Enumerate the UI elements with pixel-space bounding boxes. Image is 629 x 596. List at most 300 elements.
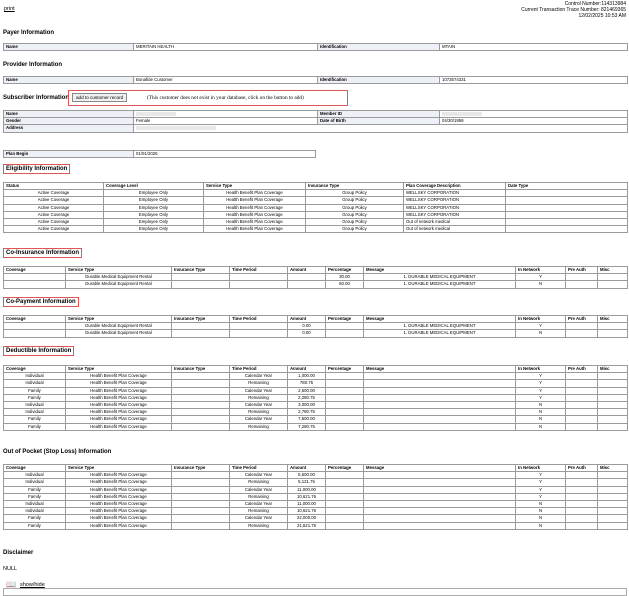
dob-value: 04/30/1959 <box>440 118 628 125</box>
cell-insurance-type <box>172 515 230 522</box>
member-id-value <box>440 111 628 118</box>
table-row <box>4 218 628 225</box>
cell-percentage <box>326 486 364 493</box>
cell-pre-auth <box>566 515 598 522</box>
cell-in-network: N <box>516 409 566 416</box>
col-header-misc: Misc <box>598 465 628 472</box>
cell-in-network: N <box>516 522 566 529</box>
cell-coverage: Individual <box>4 401 66 408</box>
col-header-in-network: In Network <box>516 366 566 373</box>
copayment-table <box>3 315 628 338</box>
table-row <box>4 197 628 204</box>
cell-coverage: Individual <box>4 479 66 486</box>
subscriber-name-value <box>134 111 318 118</box>
cell-time-period: Remaining <box>230 423 288 430</box>
table-row <box>4 493 628 500</box>
cell-message <box>364 401 516 408</box>
redacted-name <box>136 112 176 116</box>
cell-insurance-type <box>172 274 230 281</box>
cell-time-period: Calendar Year <box>230 500 288 507</box>
provider-title: Provider Information <box>3 62 63 68</box>
cell-misc <box>598 416 628 423</box>
cell-service-type: Health Benefit Plan Coverage <box>66 387 172 394</box>
col-header-misc: Misc <box>598 366 628 373</box>
cell-in-network: N <box>516 281 566 288</box>
disclaimer-title: Disclaimer <box>3 550 34 556</box>
cell-coverage <box>4 281 66 288</box>
cell-amount: 780.75 <box>288 380 326 387</box>
cell-pre-auth <box>566 486 598 493</box>
eligibility-header-row <box>4 183 628 190</box>
cell-message <box>364 500 516 507</box>
cell-amount: 5,500.00 <box>288 472 326 479</box>
table-row <box>4 190 628 197</box>
cell-insurance-type <box>172 508 230 515</box>
col-header-pre-auth: Pre Auth <box>566 316 598 323</box>
cell-plan-coverage-description: WELLSKY CORPORATION <box>404 197 506 204</box>
oop-title: Out of Pocket (Stop Loss) Information <box>3 449 112 455</box>
cell-insurance-type <box>172 500 230 507</box>
table-row <box>4 508 628 515</box>
cell-amount: 2,280.75 <box>288 394 326 401</box>
cell-coverage: Individual <box>4 373 66 380</box>
col-header-date-type: Date Type <box>506 183 628 190</box>
cell-insurance-type <box>172 423 230 430</box>
cell-in-network: N <box>516 423 566 430</box>
cell-insurance-type <box>172 472 230 479</box>
cell-in-network: Y <box>516 493 566 500</box>
cell-percentage <box>326 330 364 337</box>
cell-plan-coverage-description: WELLSKY CORPORATION <box>404 211 506 218</box>
cell-insurance-type <box>172 387 230 394</box>
member-id-label: Member ID <box>318 111 440 118</box>
coinsurance-body <box>4 274 628 288</box>
col-header-percentage: Percentage <box>326 465 364 472</box>
cell-service-type: Health Benefit Plan Coverage <box>66 380 172 387</box>
cell-time-period <box>230 330 288 337</box>
cell-coverage <box>4 323 66 330</box>
cell-time-period: Remaining <box>230 493 288 500</box>
col-header-service-type: Service Type <box>204 183 306 190</box>
cell-in-network: Y <box>516 323 566 330</box>
cell-misc <box>598 472 628 479</box>
col-header-service-type: Service Type <box>66 316 172 323</box>
trace-number: Current Transaction Trace Number: 821469365 <box>521 7 626 14</box>
cell-amount: 10,621.76 <box>288 493 326 500</box>
cell-message <box>364 486 516 493</box>
col-header-coverage: Coverage <box>4 465 66 472</box>
cell-pre-auth <box>566 281 598 288</box>
col-header-service-type: Service Type <box>66 465 172 472</box>
cell-time-period: Remaining <box>230 522 288 529</box>
cell-pre-auth <box>566 274 598 281</box>
cell-insurance-type: Group Policy <box>306 190 404 197</box>
cell-in-network: Y <box>516 394 566 401</box>
cell-insurance-type: Group Policy <box>306 226 404 233</box>
coinsurance-table <box>3 266 628 289</box>
cell-status: Active Coverage <box>4 226 104 233</box>
cell-message <box>364 423 516 430</box>
cell-message <box>364 416 516 423</box>
cell-insurance-type: Group Policy <box>306 197 404 204</box>
cell-in-network: Y <box>516 479 566 486</box>
col-header-time-period: Time Period <box>230 366 288 373</box>
cell-message <box>364 472 516 479</box>
cell-in-network: N <box>516 500 566 507</box>
cell-service-type: Health Benefit Plan Coverage <box>204 197 306 204</box>
provider-id-label: Identification <box>318 77 440 84</box>
copayment-body <box>4 323 628 337</box>
cell-service-type: Health Benefit Plan Coverage <box>204 226 306 233</box>
table-row <box>4 204 628 211</box>
cell-service-type: Health Benefit Plan Coverage <box>66 401 172 408</box>
table-row <box>4 423 628 430</box>
cell-misc <box>598 274 628 281</box>
cell-pre-auth <box>566 373 598 380</box>
col-header-amount: Amount <box>288 465 326 472</box>
cell-time-period <box>230 323 288 330</box>
col-header-insurance-type: Insurance Type <box>172 366 230 373</box>
cell-percentage <box>326 472 364 479</box>
cell-message <box>364 387 516 394</box>
cell-amount: 22,000.00 <box>288 515 326 522</box>
cell-message <box>364 515 516 522</box>
cell-coverage: Family <box>4 423 66 430</box>
table-row <box>4 401 628 408</box>
cell-percentage: 30.00 <box>326 274 364 281</box>
cell-pre-auth <box>566 423 598 430</box>
cell-coverage: Individual <box>4 409 66 416</box>
cell-message <box>364 409 516 416</box>
cell-service-type: Health Benefit Plan Coverage <box>204 211 306 218</box>
deductible-table <box>3 365 628 431</box>
cell-amount: 11,000.00 <box>288 486 326 493</box>
cell-date-type <box>506 190 628 197</box>
cell-status: Active Coverage <box>4 190 104 197</box>
cell-service-type: Health Benefit Plan Coverage <box>66 500 172 507</box>
cell-pre-auth <box>566 522 598 529</box>
cell-percentage <box>326 522 364 529</box>
cell-amount: 7,280.75 <box>288 423 326 430</box>
col-header-message: Message <box>364 267 516 274</box>
cell-in-network: N <box>516 401 566 408</box>
payer-title: Payer Information <box>3 30 55 36</box>
cell-time-period <box>230 281 288 288</box>
payer-id-label: Identification <box>318 44 440 51</box>
plan-begin-value: 01/01/2025 <box>134 151 316 158</box>
cell-coverage: Family <box>4 387 66 394</box>
cell-service-type: Health Benefit Plan Coverage <box>204 218 306 225</box>
cell-coverage-level: Employee Only <box>104 197 204 204</box>
cell-percentage <box>326 493 364 500</box>
oop-header-row <box>4 465 628 472</box>
payer-table <box>3 43 628 51</box>
address-label: Address <box>4 125 134 132</box>
col-header-misc: Misc <box>598 267 628 274</box>
cell-amount <box>288 281 326 288</box>
cell-insurance-type: Group Policy <box>306 211 404 218</box>
cell-amount <box>288 274 326 281</box>
cell-amount: 2,780.75 <box>288 409 326 416</box>
cell-misc <box>598 493 628 500</box>
cell-pre-auth <box>566 416 598 423</box>
cell-time-period: Remaining <box>230 508 288 515</box>
provider-name-value: Bonafide Customer <box>134 77 318 84</box>
cell-status: Active Coverage <box>4 204 104 211</box>
cell-percentage <box>326 500 364 507</box>
cell-percentage <box>326 387 364 394</box>
cell-misc <box>598 409 628 416</box>
cell-insurance-type <box>172 373 230 380</box>
col-header-time-period: Time Period <box>230 465 288 472</box>
cell-service-type: Health Benefit Plan Coverage <box>204 190 306 197</box>
cell-in-network: Y <box>516 472 566 479</box>
cell-time-period: Calendar Year <box>230 486 288 493</box>
cell-service-type: Health Benefit Plan Coverage <box>66 515 172 522</box>
cell-in-network: Y <box>516 380 566 387</box>
cell-percentage <box>326 373 364 380</box>
col-header-percentage: Percentage <box>326 316 364 323</box>
control-info <box>521 1 626 20</box>
col-header-insurance-type: Insurance Type <box>172 267 230 274</box>
cell-insurance-type <box>172 493 230 500</box>
cell-insurance-type <box>172 323 230 330</box>
cell-in-network: Y <box>516 373 566 380</box>
add-customer-note: (This customer does not exist in your database, click on the button to add) <box>147 95 304 101</box>
col-header-time-period: Time Period <box>230 267 288 274</box>
cell-pre-auth <box>566 380 598 387</box>
copayment-header-row <box>4 316 628 323</box>
cell-percentage <box>326 423 364 430</box>
cell-status: Active Coverage <box>4 218 104 225</box>
cell-amount: 0.00 <box>288 330 326 337</box>
cell-coverage-level: Employee Only <box>104 190 204 197</box>
cell-insurance-type <box>172 522 230 529</box>
cell-message: 1. DURABLE MEDICAL EQUIPMENT <box>364 323 516 330</box>
cell-amount: 3,000.00 <box>288 401 326 408</box>
deductible-title: Deductible Information <box>3 346 74 356</box>
cell-amount: 7,500.00 <box>288 416 326 423</box>
cell-amount: 10,621.76 <box>288 508 326 515</box>
cell-message <box>364 394 516 401</box>
col-header-amount: Amount <box>288 316 326 323</box>
cell-pre-auth <box>566 472 598 479</box>
cell-service-type: Health Benefit Plan Coverage <box>66 394 172 401</box>
col-header-insurance-type: Insurance Type <box>306 183 404 190</box>
cell-status: Active Coverage <box>4 211 104 218</box>
cell-service-type: Health Benefit Plan Coverage <box>66 508 172 515</box>
provider-name-label: Name <box>4 77 134 84</box>
col-header-amount: Amount <box>288 267 326 274</box>
cell-coverage: Family <box>4 522 66 529</box>
subscriber-name-label: Name <box>4 111 134 118</box>
cell-coverage: Family <box>4 486 66 493</box>
table-row <box>4 416 628 423</box>
cell-misc <box>598 500 628 507</box>
copayment-title: Co-Payment Information <box>3 297 79 307</box>
cell-time-period: Calendar Year <box>230 373 288 380</box>
cell-misc <box>598 522 628 529</box>
cell-date-type <box>506 197 628 204</box>
table-row <box>4 500 628 507</box>
table-row <box>4 479 628 486</box>
book-icon[interactable]: 📖 <box>6 580 16 589</box>
col-header-insurance-type: Insurance Type <box>172 465 230 472</box>
cell-in-network: N <box>516 416 566 423</box>
timestamp: 12/02/2025 10:53 AM <box>578 13 626 20</box>
cell-percentage <box>326 508 364 515</box>
cell-message <box>364 522 516 529</box>
col-header-coverage: Coverage <box>4 316 66 323</box>
cell-message: 1. DURABLE MEDICAL EQUIPMENT <box>364 330 516 337</box>
col-header-message: Message <box>364 316 516 323</box>
eligibility-body <box>4 190 628 233</box>
table-row <box>4 472 628 479</box>
eligibility-table <box>3 182 628 233</box>
cell-time-period: Remaining <box>230 380 288 387</box>
subscriber-table <box>3 110 628 133</box>
cell-service-type: Durable Medical Equipment Rental <box>66 330 172 337</box>
cell-plan-coverage-description: Out of network medical <box>404 226 506 233</box>
cell-pre-auth <box>566 323 598 330</box>
cell-service-type: Health Benefit Plan Coverage <box>66 472 172 479</box>
table-row <box>4 274 628 281</box>
cell-in-network: N <box>516 330 566 337</box>
deductible-body <box>4 373 628 431</box>
cell-service-type: Durable Medical Equipment Rental <box>66 281 172 288</box>
oop-table <box>3 464 628 530</box>
col-header-message: Message <box>364 366 516 373</box>
cell-coverage: Family <box>4 416 66 423</box>
cell-date-type <box>506 218 628 225</box>
cell-insurance-type <box>172 409 230 416</box>
cell-plan-coverage-description: Out of network medical <box>404 218 506 225</box>
cell-misc <box>598 508 628 515</box>
cell-coverage <box>4 330 66 337</box>
cell-insurance-type <box>172 394 230 401</box>
table-row <box>4 323 628 330</box>
cell-service-type: Health Benefit Plan Coverage <box>66 486 172 493</box>
col-header-plan-coverage-description: Plan Coverage Description <box>404 183 506 190</box>
cell-in-network: Y <box>516 387 566 394</box>
col-header-percentage: Percentage <box>326 366 364 373</box>
dob-label: Date of Birth <box>318 118 440 125</box>
cell-coverage: Individual <box>4 472 66 479</box>
col-header-amount: Amount <box>288 366 326 373</box>
cell-status: Active Coverage <box>4 197 104 204</box>
cell-coverage: Individual <box>4 380 66 387</box>
gender-value: Female <box>134 118 318 125</box>
cell-misc <box>598 281 628 288</box>
col-header-percentage: Percentage <box>326 267 364 274</box>
cell-message: 1. DURABLE MEDICAL EQUIPMENT <box>364 274 516 281</box>
cell-service-type: Health Benefit Plan Coverage <box>204 204 306 211</box>
plan-table <box>3 150 316 158</box>
redacted-address <box>136 126 216 130</box>
print-link[interactable]: print <box>4 6 15 12</box>
table-row <box>4 522 628 529</box>
cell-service-type: Health Benefit Plan Coverage <box>66 409 172 416</box>
cell-time-period: Calendar Year <box>230 401 288 408</box>
table-row <box>4 281 628 288</box>
provider-table <box>3 76 628 84</box>
cell-amount: 11,000.00 <box>288 500 326 507</box>
cell-coverage-level: Employee Only <box>104 211 204 218</box>
cell-time-period: Calendar Year <box>230 472 288 479</box>
cell-service-type: Health Benefit Plan Coverage <box>66 479 172 486</box>
col-header-in-network: In Network <box>516 316 566 323</box>
cell-coverage: Family <box>4 493 66 500</box>
cell-percentage <box>326 394 364 401</box>
col-header-in-network: In Network <box>516 267 566 274</box>
cell-insurance-type <box>172 486 230 493</box>
cell-amount: 1,000.00 <box>288 373 326 380</box>
cell-coverage-level: Employee Only <box>104 226 204 233</box>
cell-misc <box>598 486 628 493</box>
show-hide-link[interactable]: show/hide <box>20 582 45 588</box>
coinsurance-title: Co-Insurance Information <box>3 248 82 258</box>
cell-service-type: Durable Medical Equipment Rental <box>66 323 172 330</box>
cell-coverage-level: Employee Only <box>104 204 204 211</box>
add-to-customer-record-button[interactable]: add to customer record <box>72 93 127 102</box>
cell-pre-auth <box>566 479 598 486</box>
col-header-coverage: Coverage <box>4 267 66 274</box>
table-row <box>4 486 628 493</box>
cell-percentage <box>326 416 364 423</box>
cell-misc <box>598 323 628 330</box>
cell-time-period: Remaining <box>230 409 288 416</box>
cell-message <box>364 479 516 486</box>
cell-service-type: Health Benefit Plan Coverage <box>66 416 172 423</box>
col-header-misc: Misc <box>598 316 628 323</box>
cell-insurance-type <box>172 416 230 423</box>
cell-percentage <box>326 323 364 330</box>
cell-amount: 5,121.76 <box>288 479 326 486</box>
oop-body <box>4 472 628 530</box>
col-header-service-type: Service Type <box>66 267 172 274</box>
cell-misc <box>598 373 628 380</box>
cell-misc <box>598 380 628 387</box>
cell-percentage: 50.00 <box>326 281 364 288</box>
table-row <box>4 226 628 233</box>
cell-time-period: Calendar Year <box>230 416 288 423</box>
cell-message <box>364 508 516 515</box>
cell-percentage <box>326 401 364 408</box>
cell-service-type: Health Benefit Plan Coverage <box>66 373 172 380</box>
col-header-message: Message <box>364 465 516 472</box>
col-header-coverage-level: Coverage Level <box>104 183 204 190</box>
cell-service-type: Health Benefit Plan Coverage <box>66 522 172 529</box>
subscriber-title: Subscriber Information <box>3 95 70 101</box>
col-header-status: Status <box>4 183 104 190</box>
col-header-in-network: In Network <box>516 465 566 472</box>
cell-time-period: Remaining <box>230 479 288 486</box>
redacted-member-id <box>442 112 482 116</box>
cell-pre-auth <box>566 500 598 507</box>
table-row <box>4 211 628 218</box>
col-header-insurance-type: Insurance Type <box>172 316 230 323</box>
eligibility-title: Eligibility Information <box>3 164 70 174</box>
col-header-pre-auth: Pre Auth <box>566 267 598 274</box>
cell-time-period: Calendar Year <box>230 515 288 522</box>
cell-time-period: Remaining <box>230 394 288 401</box>
table-row <box>4 330 628 337</box>
cell-service-type: Durable Medical Equipment Rental <box>66 274 172 281</box>
cell-amount: 21,621.76 <box>288 522 326 529</box>
table-row <box>4 515 628 522</box>
table-row <box>4 373 628 380</box>
cell-insurance-type: Group Policy <box>306 218 404 225</box>
